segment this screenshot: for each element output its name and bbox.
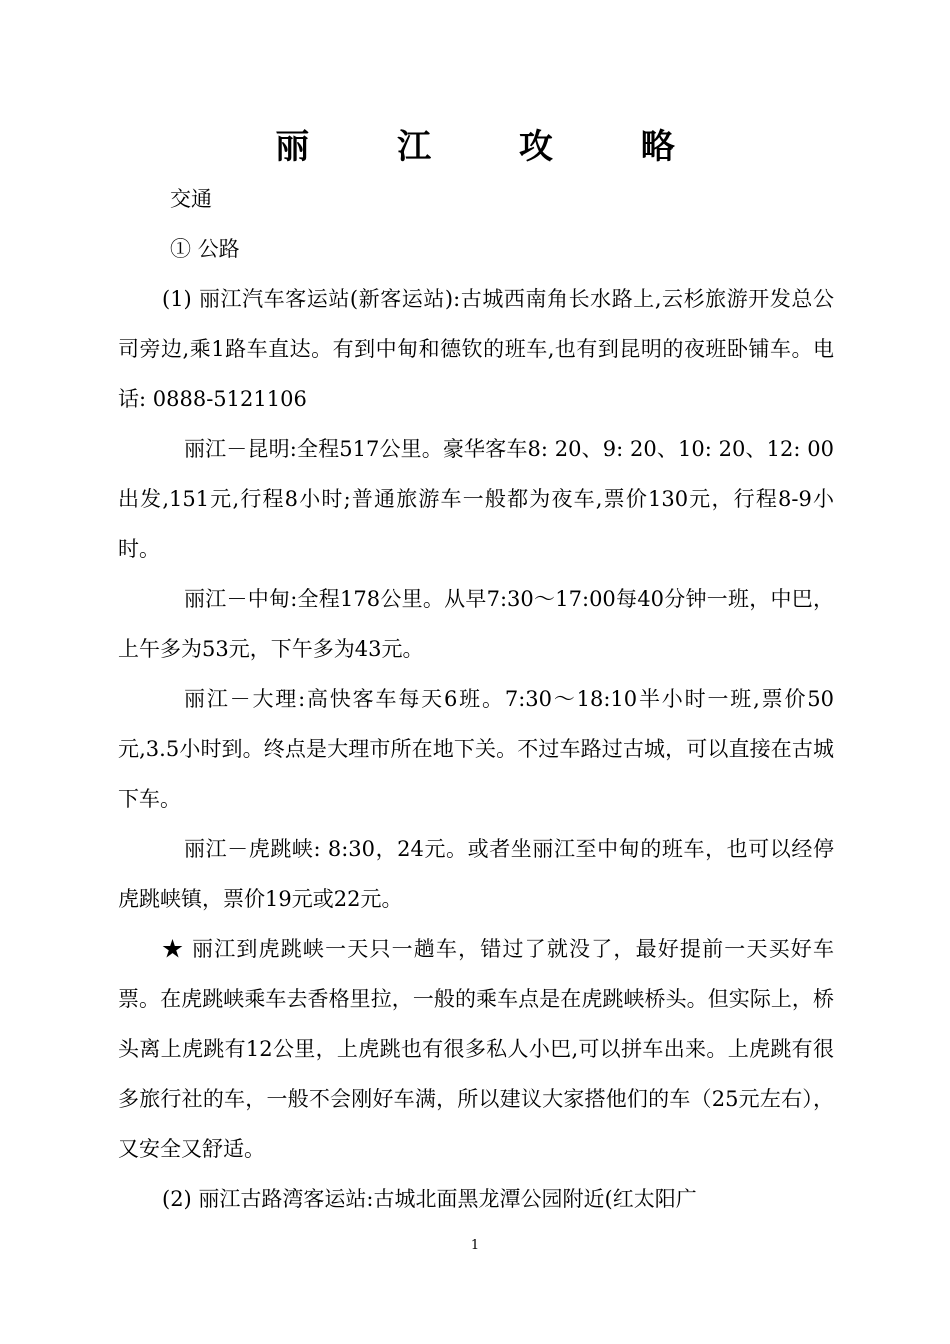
paragraph-route-kunming: 丽江－昆明:全程517公里。豪华客车8: 20、9: 20、10: 20、12: 00出发,151元,行程8小时;普通旅游车一般都为夜车,票价130元，行程8-9小时。 — [118, 437, 834, 561]
paragraph-route-zhongdian: 丽江－中甸:全程178公里。从早7:30～17:00每40分钟一班，中巴，上午多为53元，下午多为43元。 — [118, 587, 834, 661]
section-heading: 交通 — [170, 187, 212, 211]
paragraph-station-2: (2) 丽江古路湾客运站:古城北面黑龙潭公园附近(红太阳广 — [162, 1187, 697, 1211]
page-title: 丽 江 攻 略 — [275, 127, 713, 167]
document-body — [118, 174, 834, 1224]
paragraph-station-1: (1) 丽江汽车客运站(新客运站):古城西南角长水路上,云杉旅游开发总公司旁边,乘1路车直达。有到中甸和德钦的班车,也有到昆明的夜班卧铺车。电话: 0888-5121106 — [118, 287, 834, 411]
paragraph-route-dali: 丽江－大理:高快客车每天6班。7:30～18:10半小时一班,票价50元,3.5小时到。终点是大理市所在地下关。不过车路过古城，可以直接在古城下车。 — [118, 687, 834, 811]
paragraph-star-note: ★ 丽江到虎跳峡一天只一趟车，错过了就没了，最好提前一天买好车票。在虎跳峡乘车去香格里拉，一般的乘车点是在虎跳峡桥头。但实际上，桥头离上虎跳有12公里，上虎跳也有很多私人小巴,可以拼车出来。上虎跳有很多旅行社的车，一般不会刚好车满，所以建议大家搭他们的车（25元左右），又安全又舒适。 — [118, 937, 834, 1161]
subsection-heading: ① 公路 — [170, 237, 240, 261]
page-number: 1 — [470, 1238, 480, 1253]
paragraph-route-tiger-leaping: 丽江－虎跳峡: 8:30，24元。或者坐丽江至中甸的班车，也可以经停虎跳峡镇，票价19元或22元。 — [118, 837, 834, 911]
